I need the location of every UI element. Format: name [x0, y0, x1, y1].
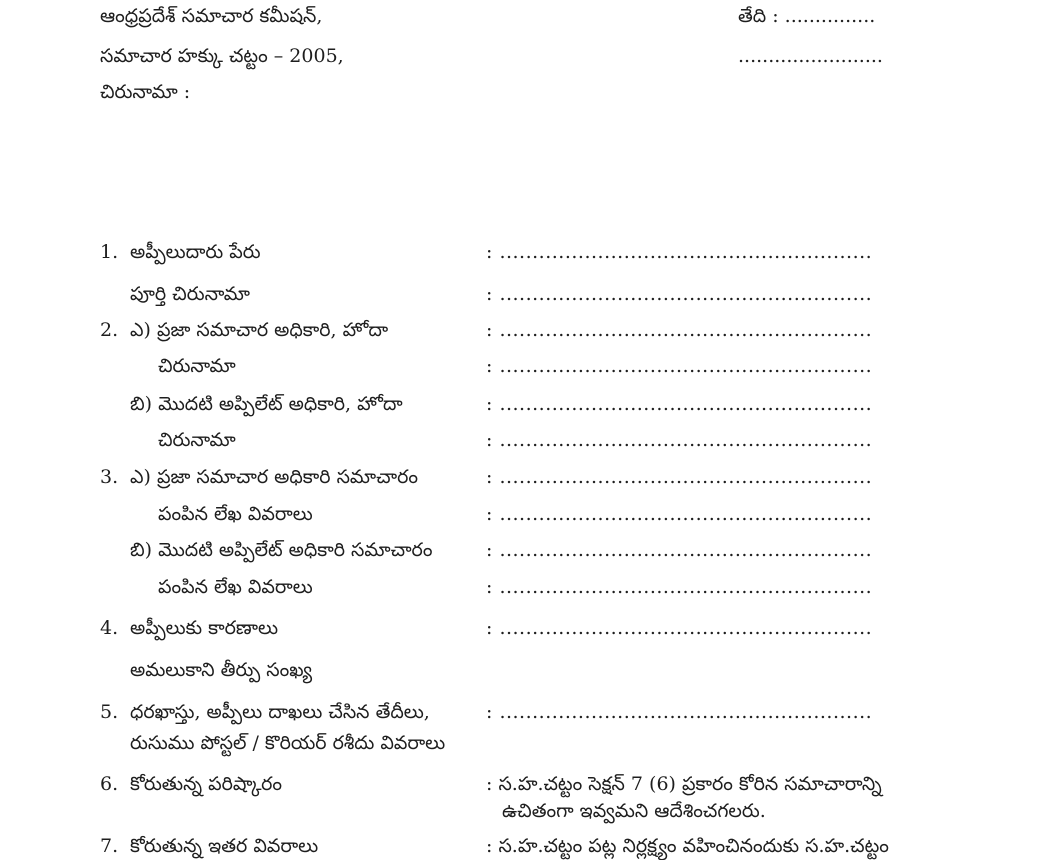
- date-line-2: ........................: [738, 45, 883, 67]
- other-details-label: కోరుతున్న ఇతర వివరాలు: [130, 835, 319, 857]
- faa-info-label: బి) మొదటి అప్పిలేట్ అధికారి సమాచారం: [130, 539, 433, 561]
- pio-letter-label: పంపిన లేఖ వివరాలు: [158, 503, 313, 525]
- faa-info-line: : .........................................................: [486, 539, 873, 561]
- filing-dates-label: ధరఖాస్తు, అప్పీలు దాఖలు చేసిన తేదీలు,: [130, 701, 430, 723]
- pio-address-label: చిరునామా: [158, 355, 236, 377]
- faa-letter-line: : .........................................................: [486, 576, 873, 598]
- act-title: సమాచార హక్కు చట్టం – 2005,: [100, 45, 344, 67]
- faa-letter-label: పంపిన లేఖ వివరాలు: [158, 576, 313, 598]
- pio-info-label: ఎ) ప్రజా సమాచార అధికారి సమాచారం: [130, 466, 418, 488]
- faa-address-label: చిరునామా: [158, 429, 236, 451]
- pio-address-line: : .........................................................: [486, 355, 873, 377]
- unimplemented-order-label: అమలుకాని తీర్పు సంఖ్య: [130, 659, 313, 681]
- appeal-reasons-label: అప్పీలుకు కారణాలు: [130, 617, 279, 639]
- item-number-7: 7.: [100, 835, 119, 857]
- relief-sought-label: కోరుతున్న పరిష్కారం: [130, 773, 282, 795]
- faa-designation-label: బి) మొదటి అప్పిలేట్ అధికారి, హోదా: [130, 393, 403, 415]
- appeal-reasons-line: : .........................................................: [486, 617, 873, 639]
- pio-letter-line: : .........................................................: [486, 503, 873, 525]
- faa-designation-line: : .........................................................: [486, 393, 873, 415]
- item-number-2: 2.: [100, 319, 119, 341]
- item-number-3: 3.: [100, 466, 119, 488]
- full-address-label: పూర్తి చిరునామా: [130, 283, 250, 305]
- pio-info-line: : .........................................................: [486, 466, 873, 488]
- fee-receipt-label: రుసుము పోస్టల్ / కొరియర్ రశీదు వివరాలు: [130, 732, 446, 754]
- appellant-name-label: అప్పీలుదారు పేరు: [130, 241, 261, 263]
- filing-dates-line: : .........................................................: [486, 701, 873, 723]
- other-details-value-1: : స.హ.చట్టం పట్ల నిర్లక్ష్యం వహించినందుకు స.హ.చట్టం: [486, 835, 889, 857]
- relief-sought-value-2: ఉచితంగా ఇవ్వమని ఆదేశించగలరు.: [502, 800, 766, 822]
- relief-sought-value-1: : స.హ.చట్టం సెక్షన్ 7 (6) ప్రకారం కోరిన సమాచారాన్ని: [486, 773, 882, 795]
- pio-designation-line: : .........................................................: [486, 319, 873, 341]
- address-label: చిరునామా :: [100, 81, 191, 103]
- commission-name: ఆంధ్రప్రదేశ్ సమాచార కమీషన్,: [100, 5, 323, 27]
- item-number-6: 6.: [100, 773, 119, 795]
- pio-designation-label: ఎ) ప్రజా సమాచార అధికారి, హోదా: [130, 319, 389, 341]
- full-address-line: : .........................................................: [486, 283, 873, 305]
- appellant-name-line: : .........................................................: [486, 241, 873, 263]
- date-field: తేది : ...............: [738, 5, 876, 27]
- item-number-4: 4.: [100, 617, 119, 639]
- item-number-5: 5.: [100, 701, 119, 723]
- faa-address-line: : .........................................................: [486, 429, 873, 451]
- item-number-1: 1.: [100, 241, 119, 263]
